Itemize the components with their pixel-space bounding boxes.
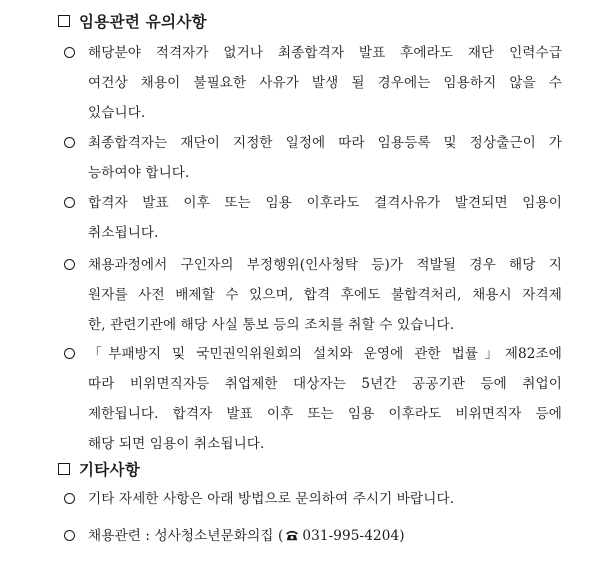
- text-line: 제한됩니다. 합격자 발표 이후 또는 임용 이후라도 비위면직자 등에: [88, 406, 562, 422]
- text-line: 있습니다.: [88, 105, 146, 121]
- list-item: [62, 339, 562, 459]
- section-heading: [58, 458, 140, 480]
- text-line: 한, 관련기관에 해당 사실 통보 등의 조치를 취할 수 있습니다.: [88, 317, 455, 333]
- text-line: 여건상 채용이 불필요한 사유가 발생 될 경우에는 임용하지 않을 수: [88, 75, 562, 91]
- section-heading: [58, 10, 207, 32]
- text-line: 해당 되면 임용이 취소됩니다.: [88, 436, 265, 452]
- list-item: [62, 128, 562, 188]
- list-item: [62, 38, 562, 128]
- text-line: 따라 비위면직자등 취업제한 대상자는 5년간 공공기관 등에 취업이: [88, 376, 562, 392]
- circle-bullet-icon: [64, 530, 75, 541]
- text-line: 기타 자세한 사항은 아래 방법으로 문의하여 주시기 바랍니다.: [88, 491, 455, 507]
- section-title: 기타사항: [79, 461, 141, 479]
- text-line: 합격자 발표 이후 또는 임용 이후라도 결격사유가 발견되면 임용이: [88, 195, 562, 211]
- circle-bullet-icon: [64, 197, 75, 208]
- list-item: [62, 188, 562, 248]
- circle-bullet-icon: [64, 137, 75, 148]
- text-line: 해당분야 적격자가 없거나 최종합격자 발표 후에라도 재단 인력수급: [88, 45, 562, 61]
- phone-number: 031-995-4204): [302, 528, 405, 544]
- text-line: 채용과정에서 구인자의 부정행위(인사청탁 등)가 적발될 경우 해당 지: [88, 257, 562, 273]
- text-line: 취소됩니다.: [88, 225, 159, 241]
- square-bullet-icon: [58, 463, 70, 475]
- list-item: [62, 250, 562, 340]
- section-title: 임용관련 유의사항: [79, 13, 207, 31]
- text-line: 능하여야 합니다.: [88, 165, 190, 181]
- text-line: 최종합격자는 재단이 지정한 일정에 따라 임용등록 및 정상출근이 가: [88, 135, 562, 151]
- circle-bullet-icon: [64, 493, 75, 504]
- text-line: 「부패방지 및 국민권익위원회의 설치와 운영에 관한 법률」제82조에: [88, 346, 562, 362]
- telephone-icon: [285, 529, 299, 541]
- contact-prefix: 채용관련 : 성사청소년문화의집 (: [88, 528, 284, 544]
- text-line: 원자를 사전 배제할 수 있으며, 합격 후에도 불합격처리, 채용시 자격제: [88, 287, 562, 303]
- square-bullet-icon: [58, 15, 70, 27]
- circle-bullet-icon: [64, 348, 75, 359]
- circle-bullet-icon: [64, 259, 75, 270]
- contact-item: [62, 521, 562, 551]
- circle-bullet-icon: [64, 47, 75, 58]
- list-item: [62, 484, 562, 514]
- contact-line: [88, 521, 562, 551]
